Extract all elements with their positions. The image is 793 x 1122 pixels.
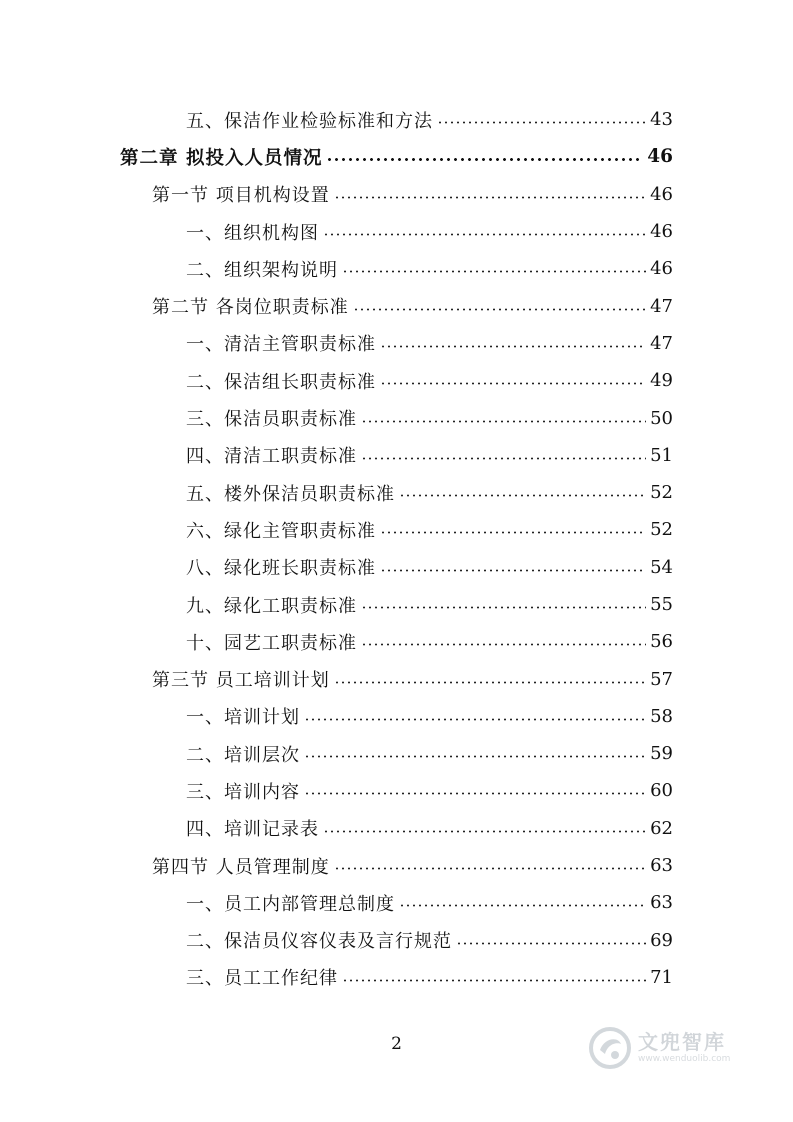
toc-entry[interactable] xyxy=(0,660,793,697)
toc-dot-leader xyxy=(342,270,646,273)
toc-entry-title: 十、园艺工职责标准 xyxy=(186,632,357,654)
toc-entry-title: 第二章 拟投入人员情况 xyxy=(120,147,323,169)
toc-entry-title: 第三节 员工培训计划 xyxy=(152,670,330,692)
toc-dot-leader xyxy=(304,718,646,721)
toc-dot-leader xyxy=(399,494,646,497)
toc-dot-leader xyxy=(380,345,646,348)
toc-entry[interactable] xyxy=(0,176,793,213)
toc-dot-leader xyxy=(304,792,646,795)
toc-entry-title: 第一节 项目机构设置 xyxy=(152,185,330,207)
toc-entry-title: 八、绿化班长职责标准 xyxy=(186,558,376,580)
toc-dot-leader xyxy=(323,233,646,236)
toc-entry[interactable] xyxy=(0,847,793,884)
toc-entry-page: 46 xyxy=(650,183,673,205)
toc-entry[interactable] xyxy=(0,511,793,548)
toc-dot-leader xyxy=(437,121,646,124)
toc-dot-leader xyxy=(361,420,646,423)
toc-entry-title: 一、清洁主管职责标准 xyxy=(186,334,376,356)
toc-entry-title: 三、保洁员职责标准 xyxy=(186,409,357,431)
toc-entry[interactable] xyxy=(0,623,793,660)
toc-dot-leader xyxy=(456,942,646,945)
toc-entry-title: 二、培训层次 xyxy=(186,744,300,766)
toc-entry-title: 一、培训计划 xyxy=(186,707,300,729)
toc-entry-title: 一、组织机构图 xyxy=(186,222,319,244)
toc-entry[interactable] xyxy=(0,549,793,586)
toc-entry[interactable] xyxy=(0,325,793,362)
toc-entry-title: 第四节 人员管理制度 xyxy=(152,856,330,878)
toc-entry-title: 四、清洁工职责标准 xyxy=(186,446,357,468)
toc-entry-page: 69 xyxy=(650,929,673,951)
toc-entry-page: 46 xyxy=(650,258,673,280)
table-of-contents xyxy=(0,101,793,996)
toc-entry-title: 二、保洁员仪容仪表及言行规范 xyxy=(186,931,452,953)
toc-entry-page: 63 xyxy=(650,892,673,914)
toc-entry[interactable] xyxy=(0,474,793,511)
toc-entry-title: 第二节 各岗位职责标准 xyxy=(152,297,349,319)
toc-entry-page: 47 xyxy=(650,295,673,317)
watermark xyxy=(588,1024,758,1072)
toc-entry[interactable] xyxy=(0,735,793,772)
toc-entry-page: 56 xyxy=(650,631,673,653)
toc-dot-leader xyxy=(342,979,646,982)
toc-entry-page: 49 xyxy=(650,370,673,392)
toc-dot-leader xyxy=(334,681,646,684)
toc-entry[interactable] xyxy=(0,362,793,399)
toc-entry-title: 一、员工内部管理总制度 xyxy=(186,893,395,915)
toc-entry-page: 71 xyxy=(650,966,673,988)
toc-entry-title: 二、保洁组长职责标准 xyxy=(186,371,376,393)
toc-entry[interactable] xyxy=(0,213,793,250)
toc-dot-leader xyxy=(326,158,643,161)
toc-dot-leader xyxy=(334,867,646,870)
toc-entry-page: 50 xyxy=(650,407,673,429)
toc-dot-leader xyxy=(361,643,646,646)
toc-dot-leader xyxy=(380,569,646,572)
toc-entry-page: 52 xyxy=(650,519,673,541)
toc-entry[interactable] xyxy=(0,250,793,287)
toc-dot-leader xyxy=(353,308,646,311)
toc-entry[interactable] xyxy=(0,772,793,809)
watermark-url: www.wenduolib.com xyxy=(638,1054,731,1064)
toc-entry-title: 九、绿化工职责标准 xyxy=(186,595,357,617)
toc-dot-leader xyxy=(361,606,646,609)
toc-entry-page: 62 xyxy=(650,817,673,839)
toc-entry-page: 52 xyxy=(650,482,673,504)
toc-entry-title: 五、楼外保洁员职责标准 xyxy=(186,483,395,505)
toc-dot-leader xyxy=(304,755,646,758)
toc-entry-page: 46 xyxy=(650,221,673,243)
toc-entry[interactable] xyxy=(0,698,793,735)
toc-entry-page: 51 xyxy=(650,444,673,466)
toc-entry-page: 60 xyxy=(650,780,673,802)
toc-entry-page: 57 xyxy=(650,668,673,690)
toc-entry-page: 63 xyxy=(650,855,673,877)
toc-entry[interactable] xyxy=(0,959,793,996)
toc-entry[interactable] xyxy=(0,399,793,436)
toc-entry[interactable] xyxy=(0,922,793,959)
toc-entry-title: 三、培训内容 xyxy=(186,781,300,803)
toc-dot-leader xyxy=(361,457,646,460)
toc-entry-page: 59 xyxy=(650,743,673,765)
wendu-logo-icon xyxy=(588,1026,632,1070)
toc-entry-title: 四、培训记录表 xyxy=(186,819,319,841)
toc-entry[interactable] xyxy=(0,586,793,623)
toc-entry-page: 46 xyxy=(647,146,673,168)
toc-entry-page: 43 xyxy=(650,109,673,131)
toc-dot-leader xyxy=(380,531,646,534)
toc-entry[interactable] xyxy=(0,810,793,847)
toc-entry-page: 47 xyxy=(650,332,673,354)
page-number: 2 xyxy=(391,1034,402,1054)
toc-dot-leader xyxy=(323,830,646,833)
toc-entry[interactable] xyxy=(0,437,793,474)
toc-dot-leader xyxy=(380,382,646,385)
toc-entry[interactable] xyxy=(0,138,793,175)
toc-entry-title: 三、员工工作纪律 xyxy=(186,968,338,990)
toc-entry[interactable] xyxy=(0,101,793,138)
toc-dot-leader xyxy=(334,196,646,199)
toc-entry[interactable] xyxy=(0,884,793,921)
toc-dot-leader xyxy=(399,904,646,907)
toc-entry-title: 二、组织架构说明 xyxy=(186,259,338,281)
toc-entry-page: 54 xyxy=(650,556,673,578)
toc-entry[interactable] xyxy=(0,287,793,324)
toc-entry-title: 六、绿化主管职责标准 xyxy=(186,520,376,542)
toc-entry-title: 五、保洁作业检验标准和方法 xyxy=(186,110,433,132)
watermark-title: 文兜智库 xyxy=(638,1030,726,1054)
toc-entry-page: 55 xyxy=(650,594,673,615)
toc-entry-page: 58 xyxy=(650,705,673,727)
